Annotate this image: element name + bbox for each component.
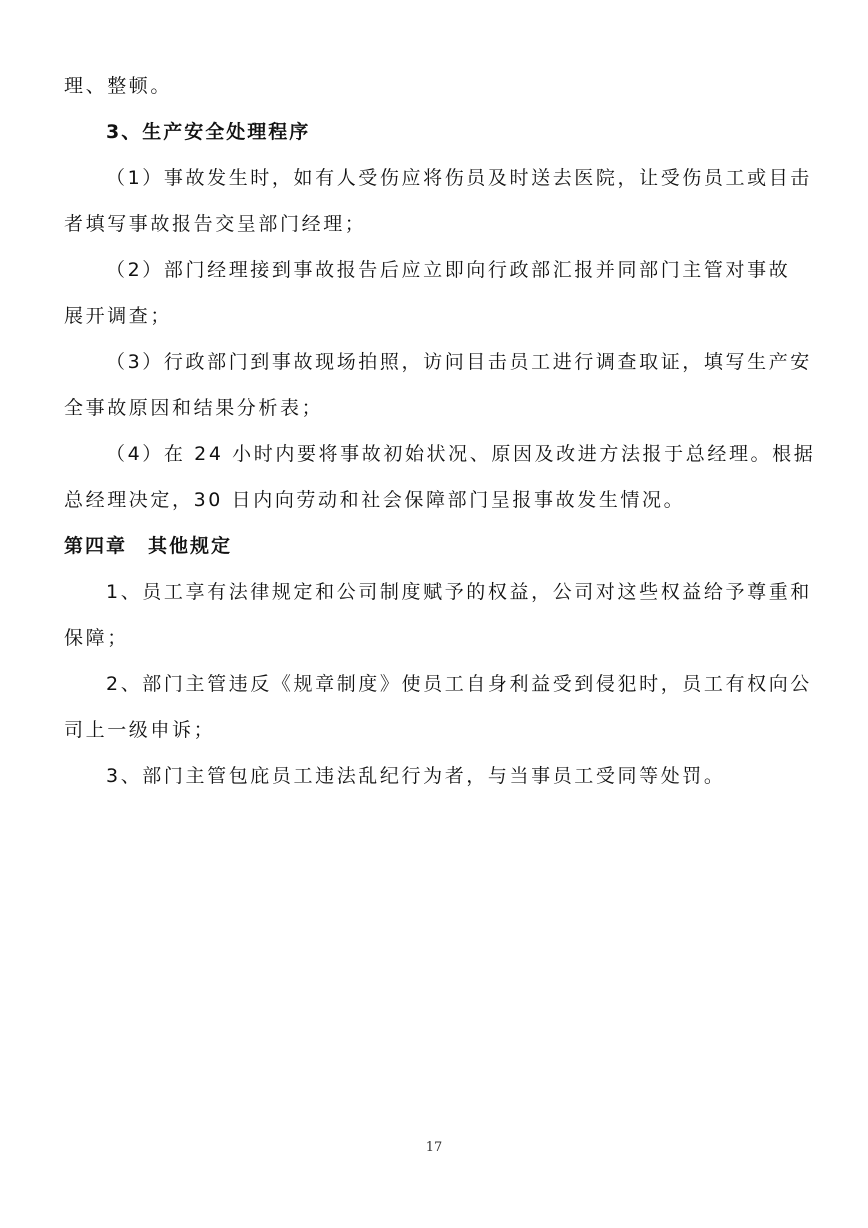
procedure-step-3: （3）行政部门到事故现场拍照，访问目击员工进行调查取证，填写生产安 — [106, 351, 812, 373]
rule-item-1: 1、员工享有法律规定和公司制度赋予的权益，公司对这些权益给予尊重和 — [106, 581, 812, 603]
page-number: 17 — [425, 1140, 443, 1155]
section-heading-safety-procedure: 3、生产安全处理程序 — [106, 121, 311, 143]
rule-item-1-cont: 保障； — [64, 627, 129, 649]
paragraph-continuation: 理、整顿。 — [64, 75, 173, 97]
rule-item-2-cont: 司上一级申诉； — [64, 719, 216, 741]
procedure-step-1-cont: 者填写事故报告交呈部门经理； — [64, 213, 367, 235]
rule-item-3: 3、部门主管包庇员工违法乱纪行为者，与当事员工受同等处罚。 — [106, 765, 726, 787]
procedure-step-2-cont: 展开调查； — [64, 305, 173, 327]
procedure-step-4-cont: 总经理决定，30 日内向劳动和社会保障部门呈报事故发生情况。 — [64, 489, 686, 511]
rule-item-2: 2、部门主管违反《规章制度》使员工自身利益受到侵犯时，员工有权向公 — [106, 673, 812, 695]
procedure-step-3-cont: 全事故原因和结果分析表； — [64, 397, 324, 419]
chapter-heading: 第四章 其他规定 — [64, 535, 233, 557]
procedure-step-4: （4）在 24 小时内要将事故初始状况、原因及改进方法报于总经理。根据 — [106, 443, 816, 465]
procedure-step-2: （2）部门经理接到事故报告后应立即向行政部汇报并同部门主管对事故 — [106, 259, 791, 281]
procedure-step-1: （1）事故发生时，如有人受伤应将伤员及时送去医院，让受伤员工或目击 — [106, 167, 812, 189]
